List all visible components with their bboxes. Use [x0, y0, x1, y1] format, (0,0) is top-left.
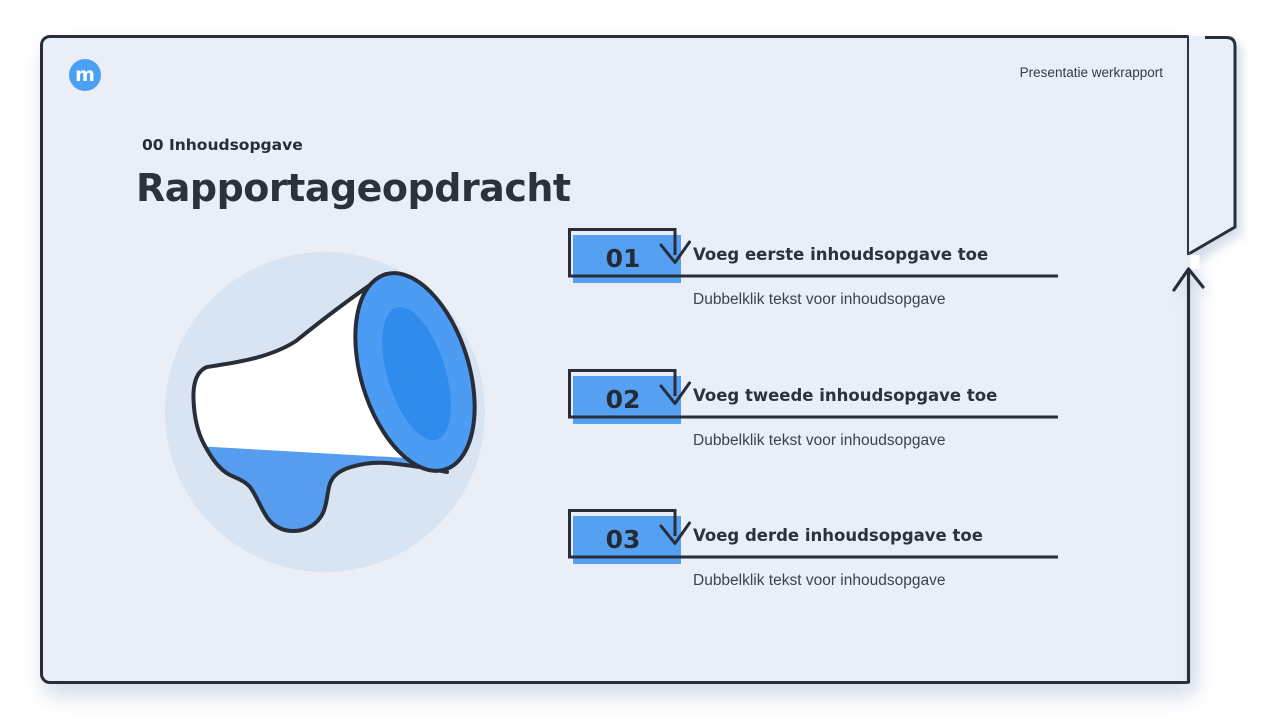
- logo-circle: [69, 59, 101, 91]
- toc-item-subtitle[interactable]: Dubbelklik tekst voor inhoudsopgave: [693, 572, 946, 589]
- megaphone-illustration: [150, 240, 510, 580]
- deck-title: Presentatie werkrapport: [1019, 65, 1163, 80]
- toc-item-title[interactable]: Voeg eerste inhoudsopgave toe: [693, 245, 989, 264]
- toc-item-title[interactable]: Voeg derde inhoudsopgave toe: [693, 526, 983, 545]
- toc-number[interactable]: 03: [605, 525, 641, 554]
- logo-letter: m: [75, 64, 95, 86]
- toc-item[interactable]: [568, 509, 1063, 594]
- toc-item-title[interactable]: Voeg tweede inhoudsopgave toe: [693, 386, 998, 405]
- toc-item[interactable]: [568, 228, 1063, 313]
- slide-canvas: [40, 35, 1190, 684]
- toc-item-subtitle[interactable]: Dubbelklik tekst voor inhoudsopgave: [693, 432, 946, 449]
- toc-item-subtitle[interactable]: Dubbelklik tekst voor inhoudsopgave: [693, 291, 946, 308]
- bookmark-ribbon: [1189, 36, 1235, 254]
- toc-item[interactable]: [568, 369, 1063, 454]
- toc-number[interactable]: 02: [605, 385, 641, 414]
- eyebrow-label[interactable]: 00 Inhoudsopgave: [142, 136, 303, 154]
- slide-title[interactable]: Rapportageopdracht: [136, 166, 571, 210]
- toc-number[interactable]: 01: [605, 244, 641, 273]
